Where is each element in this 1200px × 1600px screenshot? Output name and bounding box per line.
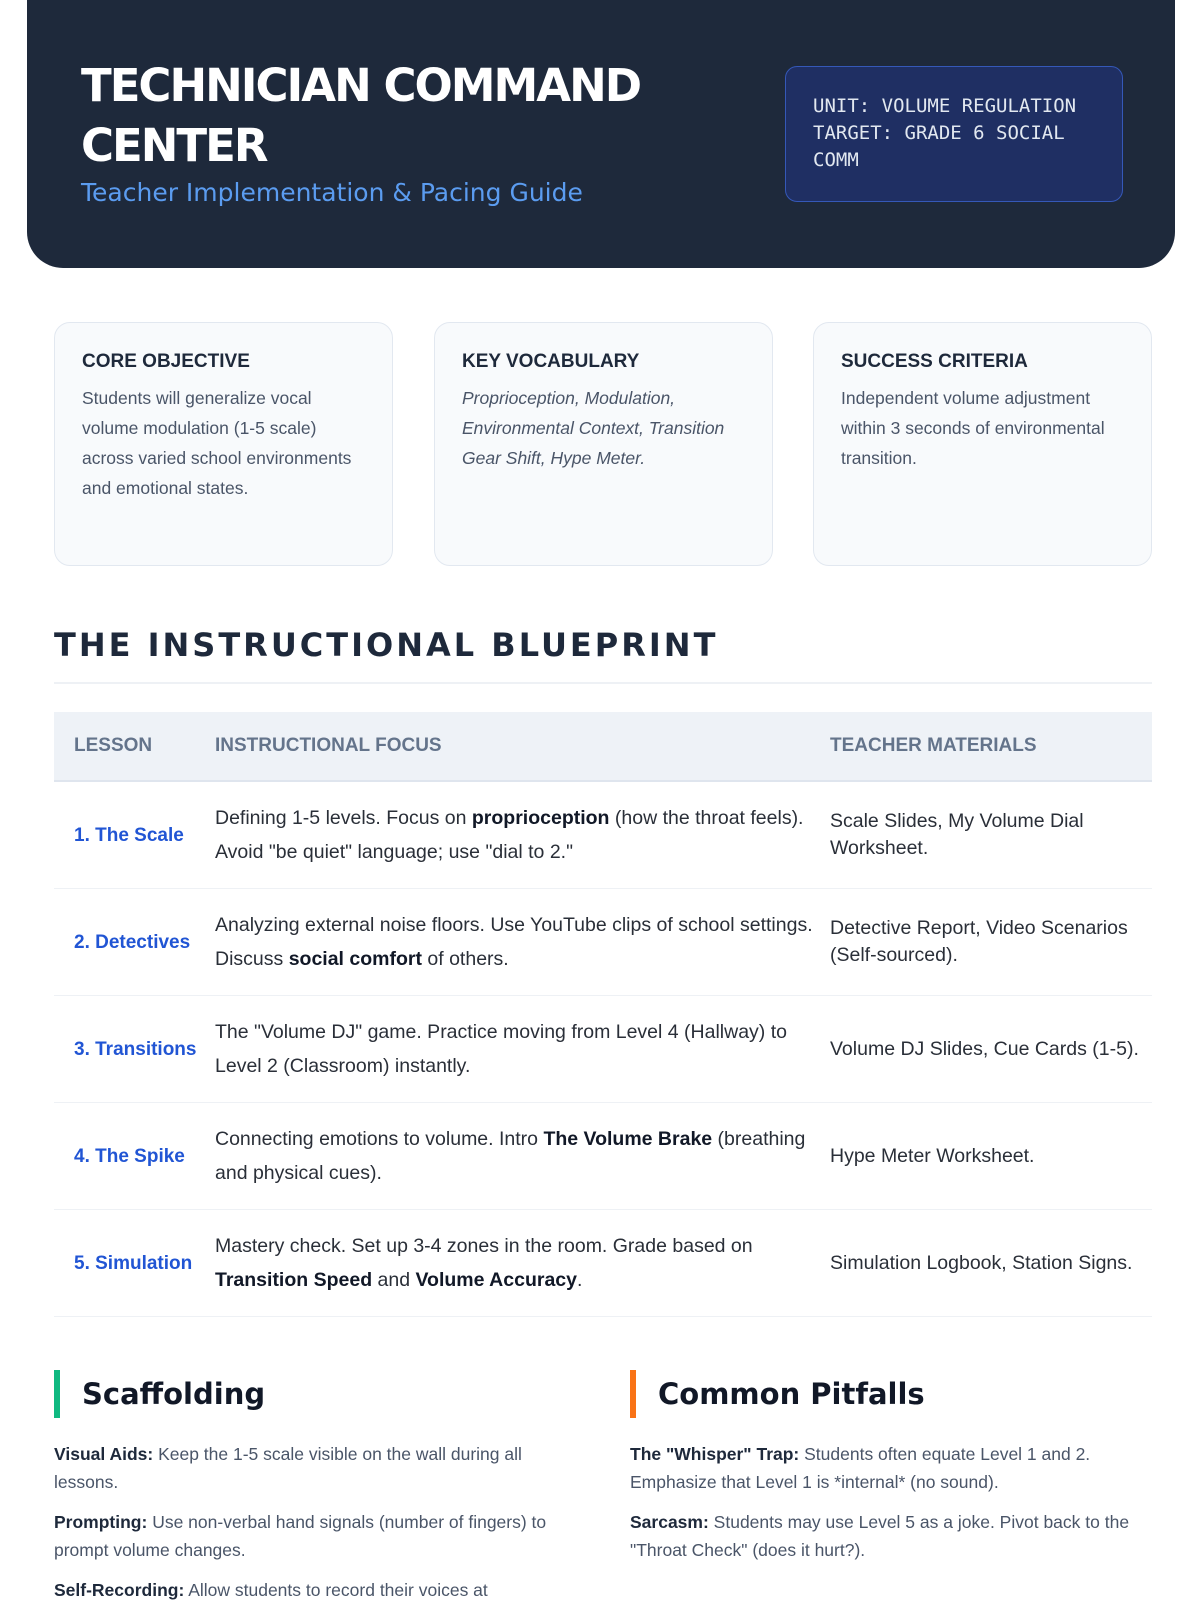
- card-text: Students will generalize vocal volume modulation (1-5 scale) across varied school environments and emotional states.: [82, 388, 352, 498]
- table-body: [54, 782, 1152, 1317]
- focus-text: .: [576, 1269, 583, 1291]
- focus-text: Connecting emotions to volume. Intro: [215, 1128, 544, 1150]
- lesson-name: 3. Transitions: [74, 1038, 197, 1060]
- lesson-name: 2. Detectives: [74, 931, 191, 953]
- card-text: Independent volume adjustment within 3 seconds of environmental transition.: [841, 388, 1105, 468]
- table-row: [54, 782, 1152, 889]
- focus-text: and: [372, 1269, 416, 1291]
- teacher-materials: Volume DJ Slides, Cue Cards (1-5).: [830, 1037, 1139, 1060]
- focus-text: (how the throat feels). Avoid "be quiet" language; use "dial to 2.": [215, 807, 804, 863]
- teacher-materials: Scale Slides, My Volume Dial Worksheet.: [830, 810, 1084, 859]
- lesson-name: 5. Simulation: [74, 1252, 193, 1274]
- pitfalls-item: [630, 1440, 1160, 1496]
- column-header-focus: INSTRUCTIONAL FOCUS: [215, 735, 442, 756]
- teacher-materials: Hype Meter Worksheet.: [830, 1144, 1035, 1167]
- instructional-focus: [215, 908, 830, 976]
- header-banner: [27, 0, 1175, 268]
- scaffolding-list: [54, 1440, 584, 1600]
- instructional-focus: [215, 1229, 830, 1297]
- item-label: Prompting:: [54, 1512, 148, 1532]
- instructional-focus: [215, 801, 830, 869]
- teacher-materials: Detective Report, Video Scenarios (Self-sourced).: [830, 917, 1128, 966]
- key-vocabulary-card: [434, 322, 773, 566]
- pitfalls-list: [630, 1440, 1160, 1576]
- target-line: TARGET: GRADE 6 SOCIAL COMM: [813, 122, 1065, 171]
- focus-text: (breathing and physical cues).: [215, 1128, 806, 1184]
- pitfalls-item: [630, 1508, 1160, 1564]
- unit-line: UNIT: VOLUME REGULATION: [813, 95, 1077, 117]
- table-header: [54, 712, 1152, 782]
- instructional-focus: [215, 1015, 830, 1083]
- column-header-materials: TEACHER MATERIALS: [830, 735, 1037, 756]
- card-text: Proprioception, Modulation, Environmental Context, Transition Gear Shift, Hype Meter.: [462, 388, 725, 468]
- success-criteria-card: [813, 322, 1152, 566]
- table-row: [54, 889, 1152, 996]
- item-label: Sarcasm:: [630, 1512, 709, 1532]
- focus-text: Analyzing external noise floors. Use YouTube clips of school settings. Discuss: [215, 914, 813, 970]
- item-label: Self-Recording:: [54, 1580, 185, 1600]
- focus-text: Mastery check. Set up 3-4 zones in the room. Grade based on: [215, 1235, 753, 1257]
- core-objective-card: [54, 322, 393, 566]
- lesson-name: 4. The Spike: [74, 1145, 185, 1167]
- card-title: KEY VOCABULARY: [462, 351, 640, 372]
- scaffolding-item: [54, 1576, 584, 1600]
- item-text: Allow students to record their voices at: [184, 1580, 488, 1600]
- focus-text: of others.: [421, 948, 509, 970]
- page-subtitle: Teacher Implementation & Pacing Guide: [81, 178, 583, 207]
- instructional-focus: [215, 1122, 830, 1190]
- scaffolding-item: [54, 1508, 584, 1564]
- focus-emphasis: Transition Speed: [215, 1269, 373, 1291]
- lesson-name: 1. The Scale: [74, 824, 184, 846]
- card-title: SUCCESS CRITERIA: [841, 351, 1028, 372]
- item-label: Visual Aids:: [54, 1444, 154, 1464]
- card-title: CORE OBJECTIVE: [82, 351, 250, 372]
- blueprint-table: [54, 712, 1152, 1317]
- section-divider: [54, 682, 1152, 684]
- page-title: TECHNICIAN COMMAND CENTER: [81, 59, 641, 172]
- unit-info-box: [785, 66, 1123, 202]
- item-text: Use non-verbal hand signals (number of fingers) to prompt volume changes.: [54, 1512, 547, 1560]
- scaffolding-heading: Scaffolding: [54, 1370, 265, 1418]
- section-title: THE INSTRUCTIONAL BLUEPRINT: [54, 626, 719, 664]
- scaffolding-item: [54, 1440, 584, 1496]
- focus-emphasis: Volume Accuracy: [415, 1269, 577, 1291]
- focus-emphasis: The Volume Brake: [543, 1128, 713, 1150]
- table-row: [54, 1103, 1152, 1210]
- table-row: [54, 1210, 1152, 1317]
- focus-emphasis: social comfort: [288, 948, 422, 970]
- item-text: Students often equate Level 1 and 2. Emphasize that Level 1 is *internal* (no sound).: [630, 1444, 1091, 1492]
- focus-text: Defining 1-5 levels. Focus on: [215, 807, 472, 829]
- item-text: Keep the 1-5 scale visible on the wall during all lessons.: [54, 1444, 522, 1492]
- item-text: Students may use Level 5 as a joke. Pivot back to the "Throat Check" (does it hurt?).: [630, 1512, 1130, 1560]
- column-header-lesson: LESSON: [74, 735, 153, 756]
- item-label: The "Whisper" Trap:: [630, 1444, 800, 1464]
- teacher-materials: Simulation Logbook, Station Signs.: [830, 1251, 1133, 1274]
- focus-emphasis: proprioception: [471, 807, 610, 829]
- focus-text: The "Volume DJ" game. Practice moving from Level 4 (Hallway) to Level 2 (Classroom) instantly.: [215, 1021, 787, 1077]
- pitfalls-heading: Common Pitfalls: [630, 1370, 925, 1418]
- table-row: [54, 996, 1152, 1103]
